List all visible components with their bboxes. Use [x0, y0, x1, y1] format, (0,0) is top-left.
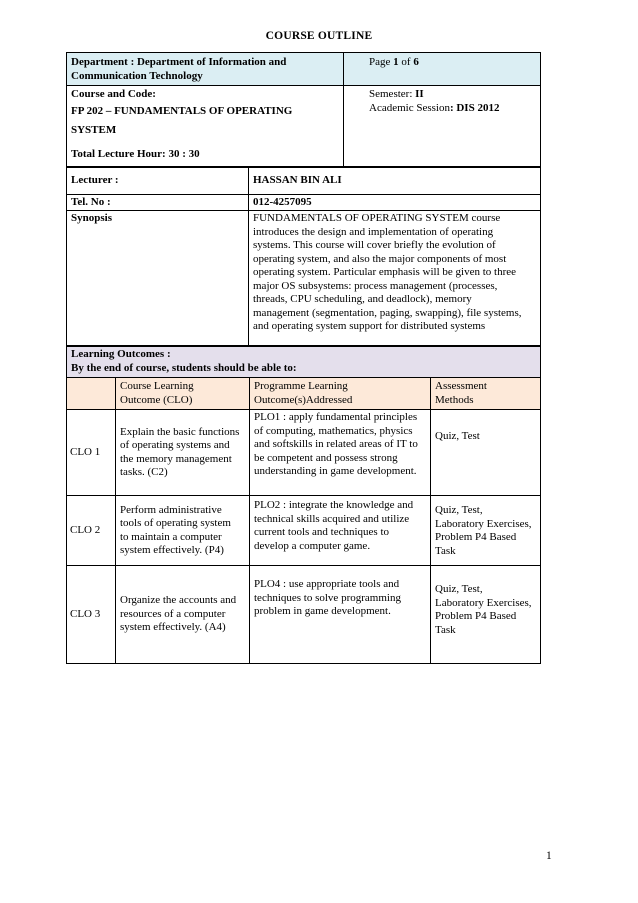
column-id-header: [67, 378, 116, 410]
semester-label: Semester:: [369, 88, 413, 100]
page-prefix: Page: [369, 56, 394, 68]
plo-description: PLO2 : integrate the knowledge and technical skills acquired and utilize current tools and techniques to develop a computer game.: [250, 496, 431, 566]
synopsis-label: Synopsis: [67, 211, 249, 346]
clo-description: Explain the basic functions of operating systems and the memory management tasks. (C2): [116, 410, 250, 496]
column-assessment-header: Assessment Methods: [431, 378, 541, 410]
session-line: [369, 102, 536, 116]
clo-id: CLO 3: [67, 566, 116, 664]
clo-description: Perform administrative tools of operating system to maintain a computer system effectively. (P4): [116, 496, 250, 566]
total-lecture-hours: Total Lecture Hour: 30 : 30: [71, 147, 200, 160]
semester-cell: [344, 86, 541, 167]
department-label: Department : Department of Information and Communication Technology: [71, 56, 287, 82]
page-of: of: [398, 56, 414, 68]
synopsis-text: FUNDAMENTALS OF OPERATING SYSTEM course introduces the design and implementation of operating systems. This course will cover briefly the evolution of operating system, and also the major components of most operating system. Particular emphasis will be given to three major OS subsystems: process management (processes, threads, CPU scheduling, and deadlock), memory management (segmentation, paging, swapping), file systems, and operating system support for distributed systems: [249, 211, 541, 346]
assessment-methods: Quiz, Test, Laboratory Exercises, Problem P4 Based Task: [431, 566, 541, 664]
page-title: COURSE OUTLINE: [265, 30, 373, 42]
assessment-methods: Quiz, Test: [431, 410, 541, 496]
lecturer-label: Lecturer :: [67, 168, 249, 195]
course-cell: [67, 86, 344, 167]
plo-description: PLO1 : apply fundamental principles of computing, mathematics, physics and softskills in related areas of IT to be competent and possess strong understanding in game development.: [250, 410, 431, 496]
department-cell: [67, 53, 344, 86]
learning-outcomes-heading: [67, 347, 541, 378]
session-value: : DIS 2012: [449, 101, 500, 114]
clo-id: CLO 2: [67, 496, 116, 566]
page-current: 1: [393, 56, 399, 68]
column-plo-header: Programme Learning Outcome(s)Addressed: [250, 378, 431, 410]
lecturer-value: HASSAN BIN ALI: [249, 168, 541, 195]
plo-description: PLO4 : use appropriate tools and techniques to solve programming problem in game development.: [250, 566, 431, 664]
course-code-name: FP 202 – FUNDAMENTALS OF OPERATING SYSTEM: [71, 104, 293, 136]
table-row: [67, 410, 541, 496]
page-total: 6: [413, 56, 419, 68]
course-header-table: [66, 52, 541, 167]
session-label: Academic Session: [369, 101, 450, 114]
assessment-methods: Quiz, Test, Laboratory Exercises, Problem P4 Based Task: [431, 496, 541, 566]
semester-line: [369, 88, 536, 102]
page-cell: [344, 53, 541, 86]
learning-outcomes-table: [66, 346, 541, 664]
table-row: [67, 566, 541, 664]
tel-label: Tel. No :: [67, 195, 249, 211]
page-number: 1: [546, 850, 552, 862]
clo-description: Organize the accounts and resources of a computer system effectively. (A4): [116, 566, 250, 664]
semester-value: II: [412, 88, 424, 100]
tel-value: 012-4257095: [249, 195, 541, 211]
course-label: Course and Code:: [71, 88, 156, 100]
learning-outcomes-subtitle: By the end of course, students should be able to:: [71, 361, 297, 374]
column-clo-header: Course Learning Outcome (CLO): [116, 378, 250, 410]
lecturer-table: [66, 167, 541, 346]
clo-id: CLO 1: [67, 410, 116, 496]
table-row: [67, 496, 541, 566]
learning-outcomes-title: Learning Outcomes :: [71, 348, 171, 360]
